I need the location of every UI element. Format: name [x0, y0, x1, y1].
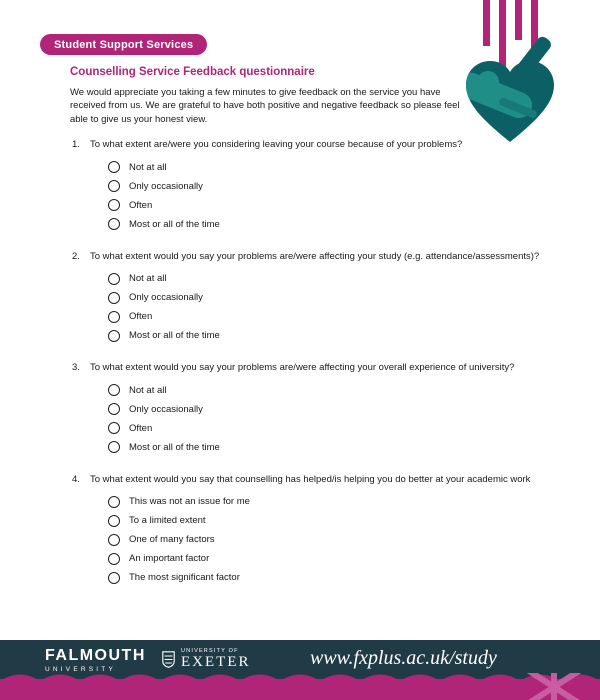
stripe	[515, 0, 522, 40]
option-label: Not at all	[129, 384, 167, 396]
question-number: 3.	[72, 362, 80, 374]
service-badge: Student Support Services	[40, 34, 207, 55]
option-label: Only occasionally	[129, 292, 203, 304]
option-label: Often	[129, 199, 153, 211]
exeter-logo	[162, 648, 251, 670]
option-label: Not at all	[129, 161, 167, 173]
falmouth-subtext: UNIVERSITY	[45, 666, 117, 673]
exeter-subtext: UNIVERSITY OF	[181, 648, 239, 654]
option-group	[108, 158, 544, 234]
option-label: Not at all	[129, 273, 167, 285]
option-group	[108, 492, 544, 587]
radio-button[interactable]	[108, 553, 120, 565]
question-2	[72, 251, 544, 346]
question-text: To what extent would you say your problems are/were affecting your study (e.g. attendance/assessments)?	[90, 250, 540, 262]
radio-button[interactable]	[108, 403, 120, 415]
option-label: One of many factors	[129, 534, 215, 546]
clasped-hands-heart-icon	[458, 52, 563, 147]
option-label: Often	[129, 422, 153, 434]
exeter-wordmark: EXETER	[181, 654, 251, 670]
option-label: Most or all of the time	[129, 218, 220, 230]
radio-option[interactable]	[108, 511, 544, 530]
footer	[0, 640, 600, 700]
radio-option[interactable]	[108, 326, 544, 345]
option-label: Often	[129, 311, 153, 323]
exeter-shield-icon	[162, 651, 175, 668]
question-text: To what extent would you say that counselling has helped/is helping you do better at your academic work	[90, 473, 531, 485]
footer-url: www.fxplus.ac.uk/study	[310, 647, 497, 669]
falmouth-wordmark: FALMOUTH	[45, 647, 146, 664]
radio-button[interactable]	[108, 330, 120, 342]
radio-option[interactable]	[108, 307, 544, 326]
question-number: 4.	[72, 473, 80, 485]
radio-option[interactable]	[108, 438, 544, 457]
radio-option[interactable]	[108, 419, 544, 438]
option-label: This was not an issue for me	[129, 496, 250, 508]
option-label: Most or all of the time	[129, 330, 220, 342]
radio-option[interactable]	[108, 400, 544, 419]
falmouth-logo	[45, 648, 146, 673]
radio-option[interactable]	[108, 549, 544, 568]
radio-option[interactable]	[108, 158, 544, 177]
radio-button[interactable]	[108, 199, 120, 211]
radio-button[interactable]	[108, 161, 120, 173]
stripe	[483, 0, 490, 46]
option-label: Only occasionally	[129, 180, 203, 192]
question-3	[72, 362, 544, 457]
question-number: 2.	[72, 250, 80, 262]
radio-button[interactable]	[108, 311, 120, 323]
intro-text: We would appreciate you taking a few minutes to give feedback on the service you have received from us. We are grateful to have both positive and negative feedback so please feel able to give us your honest view.	[70, 87, 460, 125]
radio-button[interactable]	[108, 292, 120, 304]
radio-option[interactable]	[108, 381, 544, 400]
option-label: Most or all of the time	[129, 441, 220, 453]
radio-option[interactable]	[108, 492, 544, 511]
radio-option[interactable]	[108, 269, 544, 288]
radio-button[interactable]	[108, 273, 120, 285]
radio-button[interactable]	[108, 496, 120, 508]
option-label: Only occasionally	[129, 403, 203, 415]
radio-option[interactable]	[108, 177, 544, 196]
radio-option[interactable]	[108, 196, 544, 215]
question-4	[72, 474, 544, 588]
option-label: To a limited extent	[129, 515, 206, 527]
question-1	[72, 139, 544, 234]
question-list	[72, 139, 544, 604]
question-text: To what extent are/were you considering leaving your course because of your problems?	[90, 139, 463, 150]
radio-button[interactable]	[108, 441, 120, 453]
option-group	[108, 381, 544, 457]
radio-button[interactable]	[108, 534, 120, 546]
radio-button[interactable]	[108, 572, 120, 584]
ribbon-cross-decoration	[512, 673, 596, 700]
footer-wave-band	[0, 679, 600, 700]
radio-button[interactable]	[108, 515, 120, 527]
question-number: 1.	[72, 139, 80, 150]
question-text: To what extent would you say your problems are/were affecting your overall experience of university?	[90, 362, 515, 374]
option-label: The most significant factor	[129, 572, 240, 584]
radio-option[interactable]	[108, 530, 544, 549]
option-group	[108, 269, 544, 345]
option-label: An important factor	[129, 553, 210, 565]
radio-button[interactable]	[108, 384, 120, 396]
radio-button[interactable]	[108, 218, 120, 230]
page-title: Counselling Service Feedback questionnaire	[70, 66, 315, 78]
radio-option[interactable]	[108, 568, 544, 587]
radio-button[interactable]	[108, 180, 120, 192]
radio-button[interactable]	[108, 422, 120, 434]
radio-option[interactable]	[108, 215, 544, 234]
radio-option[interactable]	[108, 288, 544, 307]
